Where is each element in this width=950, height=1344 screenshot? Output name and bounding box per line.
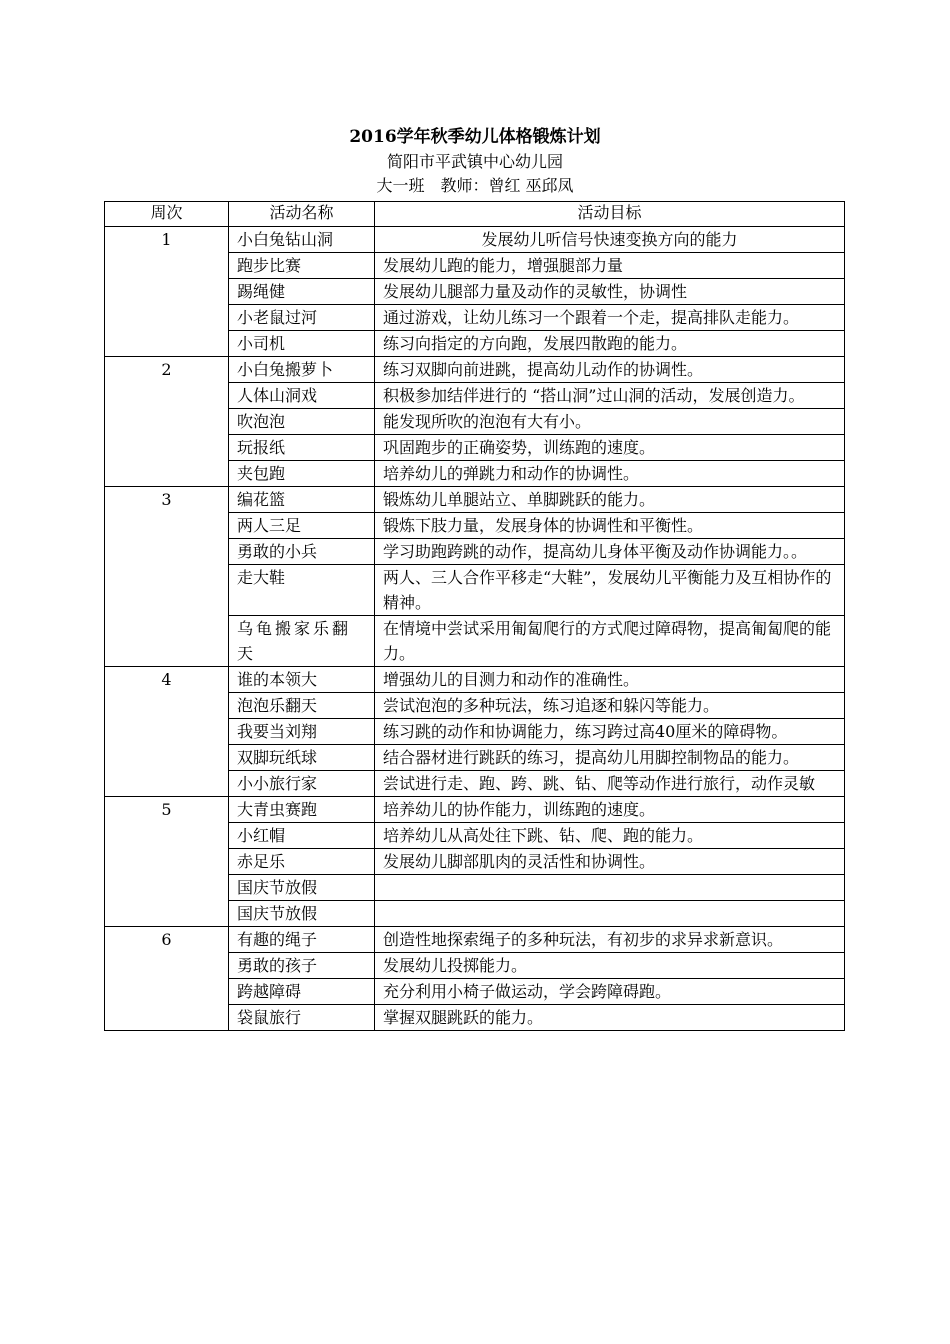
activity-name-cell: 小红帽 [229,823,375,849]
activity-name-cell: 勇敢的孩子 [229,953,375,979]
activity-goal-cell: 培养幼儿的协作能力，训练跑的速度。 [375,797,845,823]
table-body [105,227,845,1031]
activity-goal-cell: 发展幼儿跑的能力，增强腿部力量 [375,253,845,279]
activity-goal-cell: 练习双脚向前进跳，提高幼儿动作的协调性。 [375,357,845,383]
table-row [105,487,845,513]
activity-goal-cell: 结合器材进行跳跃的练习，提高幼儿用脚控制物品的能力。 [375,745,845,771]
activity-goal-cell: 尝试泡泡的多种玩法，练习追逐和躲闪等能力。 [375,693,845,719]
activity-name-cell: 小白兔钻山洞 [229,227,375,253]
week-number-cell: 6 [105,927,229,1031]
activity-name-cell: 泡泡乐翻天 [229,693,375,719]
activity-goal-cell: 充分利用小椅子做运动，学会跨障碍跑。 [375,979,845,1005]
activity-name-cell: 走大鞋 [229,565,375,616]
activity-name-cell: 勇敢的小兵 [229,539,375,565]
activity-name-cell: 夹包跑 [229,461,375,487]
week-number-cell: 2 [105,357,229,487]
activity-goal-cell: 培养幼儿从高处往下跳、钻、爬、跑的能力。 [375,823,845,849]
activity-goal-cell: 发展幼儿投掷能力。 [375,953,845,979]
activity-name-cell: 赤足乐 [229,849,375,875]
activity-name-cell: 人体山洞戏 [229,383,375,409]
week-number-cell: 4 [105,667,229,797]
activity-goal-cell: 通过游戏，让幼儿练习一个跟着一个走，提高排队走能力。 [375,305,845,331]
activity-name-cell: 国庆节放假 [229,901,375,927]
activity-goal-cell: 发展幼儿听信号快速变换方向的能力 [375,227,845,253]
activity-name-cell: 国庆节放假 [229,875,375,901]
activity-name-cell: 袋鼠旅行 [229,1005,375,1031]
activity-goal-cell [375,901,845,927]
activity-goal-cell: 两人、三人合作平移走“大鞋”，发展幼儿平衡能力及互相协作的精神。 [375,565,845,616]
activity-goal-cell: 创造性地探索绳子的多种玩法，有初步的求异求新意识。 [375,927,845,953]
activity-name-cell: 谁的本领大 [229,667,375,693]
activity-name-cell: 小小旅行家 [229,771,375,797]
activity-goal-cell: 培养幼儿的弹跳力和动作的协调性。 [375,461,845,487]
activity-name-cell: 玩报纸 [229,435,375,461]
activity-goal-cell: 发展幼儿腿部力量及动作的灵敏性，协调性 [375,279,845,305]
table-header-row [105,202,845,227]
activity-goal-cell: 积极参加结伴进行的 “搭山洞”过山洞的活动，发展创造力。 [375,383,845,409]
week-number-cell: 5 [105,797,229,927]
activity-name-cell: 小老鼠过河 [229,305,375,331]
activity-name-cell: 我要当刘翔 [229,719,375,745]
activity-goal-cell: 尝试进行走、跑、跨、跳、钻、爬等动作进行旅行，动作灵敏 [375,771,845,797]
class-teacher-line: 大一班 教师：曾红 巫邱凤 [376,176,574,195]
activity-name-cell: 小白兔搬萝卜 [229,357,375,383]
activity-goal-cell: 学习助跑跨跳的动作，提高幼儿身体平衡及动作协调能力。。 [375,539,845,565]
activity-goal-cell [375,875,845,901]
activity-name-cell: 大青虫赛跑 [229,797,375,823]
activity-name-cell: 双脚玩纸球 [229,745,375,771]
week-number-cell: 3 [105,487,229,667]
activity-name-cell: 编花篮 [229,487,375,513]
activity-name-cell: 踢绳健 [229,279,375,305]
document-title: 2016学年秋季幼儿体格锻炼计划 [349,127,601,147]
table-row [105,667,845,693]
training-plan-table [104,201,845,1031]
activity-goal-cell: 锻炼下肢力量，发展身体的协调性和平衡性。 [375,513,845,539]
activity-name-cell: 有趣的绳子 [229,927,375,953]
activity-name-cell: 小司机 [229,331,375,357]
activity-goal-cell: 锻炼幼儿单腿站立、单脚跳跃的能力。 [375,487,845,513]
activity-goal-cell: 增强幼儿的目测力和动作的准确性。 [375,667,845,693]
header-activity-goal: 活动目标 [375,202,845,227]
table-row [105,797,845,823]
school-name: 简阳市平武镇中心幼儿园 [386,152,563,171]
activity-name-cell: 两人三足 [229,513,375,539]
header-activity-name: 活动名称 [229,202,375,227]
activity-name-cell: 乌龟搬家乐翻天 [229,616,375,667]
activity-name-cell: 跑步比赛 [229,253,375,279]
activity-goal-cell: 掌握双腿跳跃的能力。 [375,1005,845,1031]
activity-goal-cell: 巩固跑步的正确姿势，训练跑的速度。 [375,435,845,461]
activity-goal-cell: 能发现所吹的泡泡有大有小。 [375,409,845,435]
activity-goal-cell: 练习向指定的方向跑，发展四散跑的能力。 [375,331,845,357]
table-row [105,927,845,953]
table-row [105,227,845,253]
activity-goal-cell: 练习跳的动作和协调能力，练习跨过高40厘米的障碍物。 [375,719,845,745]
activity-goal-cell: 在情境中尝试采用匍匐爬行的方式爬过障碍物，提高匍匐爬的能力。 [375,616,845,667]
week-number-cell: 1 [105,227,229,357]
activity-name-cell: 跨越障碍 [229,979,375,1005]
activity-goal-cell: 发展幼儿脚部肌肉的灵活性和协调性。 [375,849,845,875]
header-week: 周次 [105,202,229,227]
table-row [105,357,845,383]
activity-name-cell: 吹泡泡 [229,409,375,435]
